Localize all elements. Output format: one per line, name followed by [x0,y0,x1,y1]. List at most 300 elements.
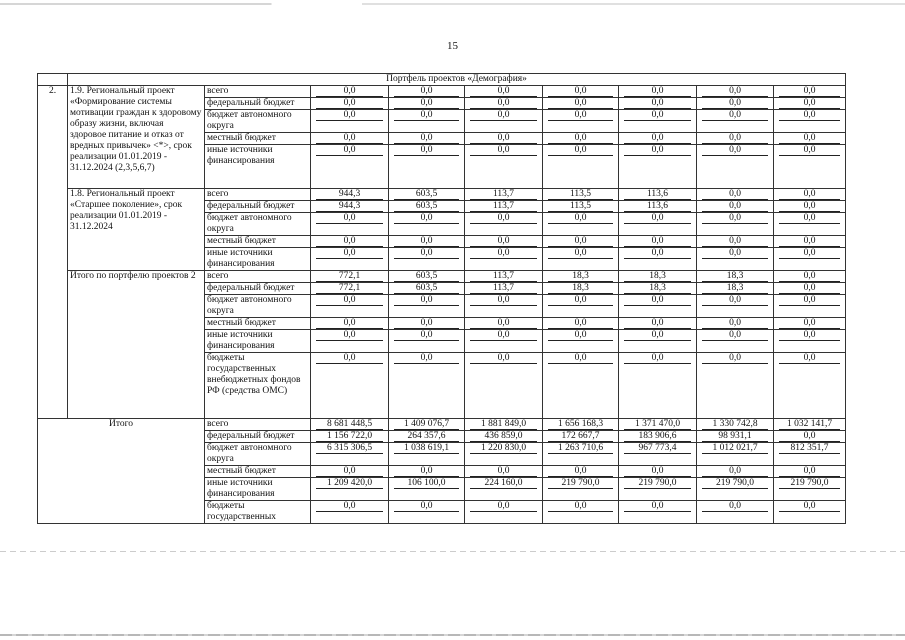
value-text: 0,0 [316,501,383,512]
value-text: 1 656 168,3 [548,419,613,430]
funding-source: местный бюджет [205,133,311,145]
value-cell [465,283,543,295]
scan-artifact-bottom [0,634,905,636]
value-text: 0,0 [779,330,840,341]
funding-source: всего [205,189,311,201]
value-text: 0,0 [316,295,383,306]
value-text: 1 409 076,7 [394,419,459,430]
value-text: 0,0 [316,353,383,364]
value-cell [697,419,774,431]
budget-table [37,73,846,524]
value-cell [543,271,619,283]
table-row [38,86,846,98]
value-cell [389,501,465,524]
value-text: 183 906,6 [624,431,691,442]
value-cell [543,236,619,248]
value-cell [389,189,465,201]
value-cell [619,133,697,145]
value-text: 113,7 [470,271,537,282]
value-cell [543,330,619,353]
value-text: 0,0 [394,110,459,121]
funding-source: всего [205,419,311,431]
value-text: 944,3 [316,189,383,200]
value-text: 0,0 [470,501,537,512]
value-text: 0,0 [548,133,613,144]
value-text: 0,0 [702,236,768,247]
value-text: 0,0 [316,236,383,247]
value-text: 0,0 [470,318,537,329]
value-text: 603,5 [394,271,459,282]
value-cell [619,189,697,201]
value-cell [543,431,619,443]
value-text: 0,0 [779,145,840,156]
value-text: 0,0 [702,330,768,341]
value-text: 0,0 [470,213,537,224]
value-text: 1 156 722,0 [316,431,383,442]
funding-source: бюджет автономного округа [205,110,311,133]
value-text: 0,0 [779,236,840,247]
value-text: 98 931,1 [702,431,768,442]
value-cell [389,330,465,353]
value-text: 0,0 [470,145,537,156]
value-cell [465,189,543,201]
value-text: 0,0 [316,98,383,109]
value-cell [543,189,619,201]
value-cell [311,330,389,353]
value-cell [311,271,389,283]
value-cell [697,501,774,524]
value-cell [697,295,774,318]
funding-source: бюджет автономного округа [205,213,311,236]
value-cell [389,213,465,236]
value-cell [619,295,697,318]
value-cell [543,478,619,501]
value-cell [697,283,774,295]
value-text: 0,0 [779,283,840,294]
value-cell [311,318,389,330]
value-cell [311,98,389,110]
value-cell [543,98,619,110]
value-cell [465,431,543,443]
value-text: 264 357,6 [394,431,459,442]
value-text: 113,7 [470,189,537,200]
value-text: 603,5 [394,189,459,200]
value-text: 0,0 [779,318,840,329]
value-text: 113,7 [470,201,537,212]
value-text: 18,3 [624,283,691,294]
value-cell [311,248,389,271]
value-cell [774,443,846,466]
value-text: 0,0 [702,466,768,477]
value-text: 0,0 [470,353,537,364]
value-text: 113,6 [624,189,691,200]
value-text: 0,0 [779,133,840,144]
value-text: 436 859,0 [470,431,537,442]
value-text: 772,1 [316,271,383,282]
value-cell [697,213,774,236]
value-cell [311,213,389,236]
value-cell [619,98,697,110]
funding-source: федеральный бюджет [205,283,311,295]
value-text: 18,3 [702,283,768,294]
table-row [38,189,846,201]
value-text: 0,0 [470,110,537,121]
value-cell [619,466,697,478]
value-cell [619,201,697,213]
value-cell [774,501,846,524]
value-cell [774,353,846,419]
value-text: 0,0 [394,318,459,329]
value-text: 0,0 [470,86,537,97]
value-text: 0,0 [779,213,840,224]
value-cell [697,133,774,145]
value-cell [619,330,697,353]
page-cutoff [0,546,905,640]
value-cell [543,133,619,145]
value-text: 0,0 [624,110,691,121]
value-text: 6 315 306,5 [316,443,383,454]
value-text: 0,0 [394,501,459,512]
value-text: 0,0 [624,145,691,156]
funding-source: федеральный бюджет [205,431,311,443]
value-text: 967 773,4 [624,443,691,454]
value-text: 0,0 [624,98,691,109]
value-cell [697,98,774,110]
value-cell [311,353,389,419]
funding-source: иные источники финансирования [205,145,311,189]
value-text: 0,0 [394,295,459,306]
value-cell [311,466,389,478]
value-cell [311,86,389,98]
value-cell [543,419,619,431]
row-index: 2. [38,86,68,419]
value-text: 0,0 [702,318,768,329]
value-cell [465,86,543,98]
value-cell [543,318,619,330]
value-text: 0,0 [394,330,459,341]
value-text: 0,0 [624,501,691,512]
value-cell [774,283,846,295]
value-cell [619,353,697,419]
value-cell [389,248,465,271]
funding-source: федеральный бюджет [205,98,311,110]
value-text: 0,0 [316,110,383,121]
value-cell [389,86,465,98]
funding-source: бюджеты государственных внебюджетных фондов РФ (средства ОМС) [205,353,311,419]
value-cell [311,283,389,295]
project-name: 1.9. Региональный проект «Формирование системы мотивации граждан к здоровому образу жизни, включая здоровое питание и отказ от вредных привычек» <*>, срок реализации 01.01.2019 - 31.12.2024 (2,3,5,6,7) [68,86,205,189]
value-text: 603,5 [394,201,459,212]
value-cell [697,236,774,248]
value-cell [389,318,465,330]
value-cell [774,295,846,318]
value-cell [311,419,389,431]
funding-source: иные источники финансирования [205,248,311,271]
value-text: 0,0 [394,86,459,97]
value-cell [389,145,465,189]
value-text: 1 330 742,8 [702,419,768,430]
value-cell [697,443,774,466]
value-cell [465,419,543,431]
value-cell [389,236,465,248]
value-text: 944,3 [316,201,383,212]
value-cell [619,86,697,98]
value-text: 0,0 [702,86,768,97]
value-cell [697,271,774,283]
value-text: 0,0 [702,213,768,224]
value-cell [311,133,389,145]
value-cell [619,145,697,189]
value-text: 0,0 [779,466,840,477]
value-cell [389,466,465,478]
value-cell [619,236,697,248]
value-text: 603,5 [394,283,459,294]
value-cell [389,419,465,431]
value-text: 0,0 [624,353,691,364]
value-text: 113,7 [470,283,537,294]
value-text: 0,0 [394,145,459,156]
value-text: 0,0 [548,318,613,329]
value-text: 0,0 [702,501,768,512]
value-cell [619,248,697,271]
value-cell [774,431,846,443]
funding-source: федеральный бюджет [205,201,311,213]
value-text: 0,0 [779,86,840,97]
value-cell [697,318,774,330]
value-cell [697,466,774,478]
value-cell [389,98,465,110]
funding-source: всего [205,86,311,98]
value-text: 812 351,7 [779,443,840,454]
value-text: 0,0 [470,466,537,477]
value-text: 0,0 [624,466,691,477]
value-cell [543,443,619,466]
value-text: 0,0 [624,86,691,97]
value-text: 0,0 [779,431,840,442]
funding-source: всего [205,271,311,283]
value-text: 0,0 [702,295,768,306]
value-text: 0,0 [779,189,840,200]
value-cell [311,201,389,213]
funding-source: местный бюджет [205,236,311,248]
value-cell [774,189,846,201]
value-cell [465,295,543,318]
value-text: 18,3 [548,283,613,294]
value-cell [465,443,543,466]
value-cell [774,419,846,431]
value-text: 0,0 [394,466,459,477]
funding-source: местный бюджет [205,318,311,330]
value-text: 0,0 [394,133,459,144]
value-text: 1 209 420,0 [316,478,383,489]
value-text: 772,1 [316,283,383,294]
value-cell [774,145,846,189]
value-cell [543,295,619,318]
value-cell [774,133,846,145]
project-name: Итого по портфелю проектов 2 [68,271,205,419]
value-text: 1 881 849,0 [470,419,537,430]
value-text: 0,0 [394,213,459,224]
value-cell [311,478,389,501]
value-text: 0,0 [702,110,768,121]
value-cell [619,283,697,295]
value-text: 106 100,0 [394,478,459,489]
value-text: 0,0 [702,353,768,364]
value-text: 224 160,0 [470,478,537,489]
funding-source: местный бюджет [205,466,311,478]
value-text: 0,0 [624,133,691,144]
scan-artifact-mid [0,551,905,552]
value-cell [774,98,846,110]
value-cell [774,201,846,213]
value-text: 0,0 [316,330,383,341]
value-cell [697,189,774,201]
value-text: 172 667,7 [548,431,613,442]
value-cell [311,431,389,443]
value-text: 0,0 [470,98,537,109]
value-text: 0,0 [394,248,459,259]
value-cell [389,110,465,133]
value-cell [465,466,543,478]
value-text: 1 038 619,1 [394,443,459,454]
value-cell [465,501,543,524]
value-text: 0,0 [624,213,691,224]
value-text: 0,0 [470,248,537,259]
value-text: 1 220 830,0 [470,443,537,454]
value-cell [774,86,846,98]
value-text: 0,0 [316,466,383,477]
value-text: 0,0 [779,271,840,282]
value-cell [389,271,465,283]
value-text: 0,0 [394,353,459,364]
value-cell [465,271,543,283]
value-cell [465,318,543,330]
value-text: 219 790,0 [779,478,840,489]
value-text: 18,3 [702,271,768,282]
value-cell [774,478,846,501]
value-cell [311,145,389,189]
value-text: 0,0 [702,133,768,144]
value-cell [697,145,774,189]
value-cell [389,295,465,318]
value-cell [543,283,619,295]
value-cell [543,353,619,419]
value-text: 0,0 [548,248,613,259]
value-cell [697,86,774,98]
value-cell [619,213,697,236]
value-text: 0,0 [779,248,840,259]
value-cell [774,236,846,248]
value-cell [543,110,619,133]
value-cell [465,353,543,419]
table-row [38,419,846,431]
value-text: 0,0 [779,295,840,306]
value-cell [311,295,389,318]
value-cell [465,133,543,145]
value-text: 0,0 [779,201,840,212]
value-text: 0,0 [624,236,691,247]
value-text: 1 263 710,6 [548,443,613,454]
value-cell [389,283,465,295]
value-text: 113,5 [548,201,613,212]
value-cell [619,318,697,330]
value-text: 0,0 [316,133,383,144]
value-cell [774,110,846,133]
value-cell [619,419,697,431]
value-cell [543,501,619,524]
value-text: 0,0 [316,86,383,97]
value-text: 0,0 [394,236,459,247]
value-cell [389,478,465,501]
value-cell [543,201,619,213]
funding-source: иные источники финансирования [205,478,311,501]
funding-source: бюджеты государственных [205,501,311,524]
project-name: 1.8. Региональный проект «Старшее поколение», срок реализации 01.01.2019 - 31.12.2024 [68,189,205,271]
funding-source: иные источники финансирования [205,330,311,353]
value-cell [543,213,619,236]
value-text: 113,5 [548,189,613,200]
page-number: 15 [447,40,458,52]
portfolio-title: Портфель проектов «Демография» [68,74,846,86]
value-cell [543,86,619,98]
value-cell [465,110,543,133]
value-text: 8 681 448,5 [316,419,383,430]
value-text: 0,0 [316,318,383,329]
funding-source: бюджет автономного округа [205,443,311,466]
value-cell [774,271,846,283]
value-text: 0,0 [316,145,383,156]
value-text: 0,0 [624,318,691,329]
value-cell [465,478,543,501]
value-cell [465,248,543,271]
value-text: 0,0 [702,98,768,109]
value-cell [697,353,774,419]
value-text: 0,0 [394,98,459,109]
value-cell [311,501,389,524]
value-cell [619,110,697,133]
value-text: 219 790,0 [548,478,613,489]
value-cell [311,110,389,133]
value-cell [697,110,774,133]
table-row [38,271,846,283]
value-cell [465,145,543,189]
value-cell [774,466,846,478]
value-text: 1 371 470,0 [624,419,691,430]
value-cell [389,133,465,145]
value-text: 0,0 [548,86,613,97]
value-cell [465,201,543,213]
value-cell [389,353,465,419]
value-cell [311,189,389,201]
value-text: 0,0 [548,466,613,477]
value-cell [465,213,543,236]
value-text: 0,0 [779,353,840,364]
value-text: 0,0 [470,133,537,144]
value-text: 1 012 021,7 [702,443,768,454]
value-cell [543,466,619,478]
value-text: 0,0 [779,110,840,121]
value-text: 0,0 [548,98,613,109]
value-cell [774,248,846,271]
value-cell [465,98,543,110]
value-cell [465,236,543,248]
value-cell [774,213,846,236]
value-text: 0,0 [548,213,613,224]
value-cell [389,431,465,443]
value-cell [543,145,619,189]
value-text: 1 032 141,7 [779,419,840,430]
value-cell [619,478,697,501]
